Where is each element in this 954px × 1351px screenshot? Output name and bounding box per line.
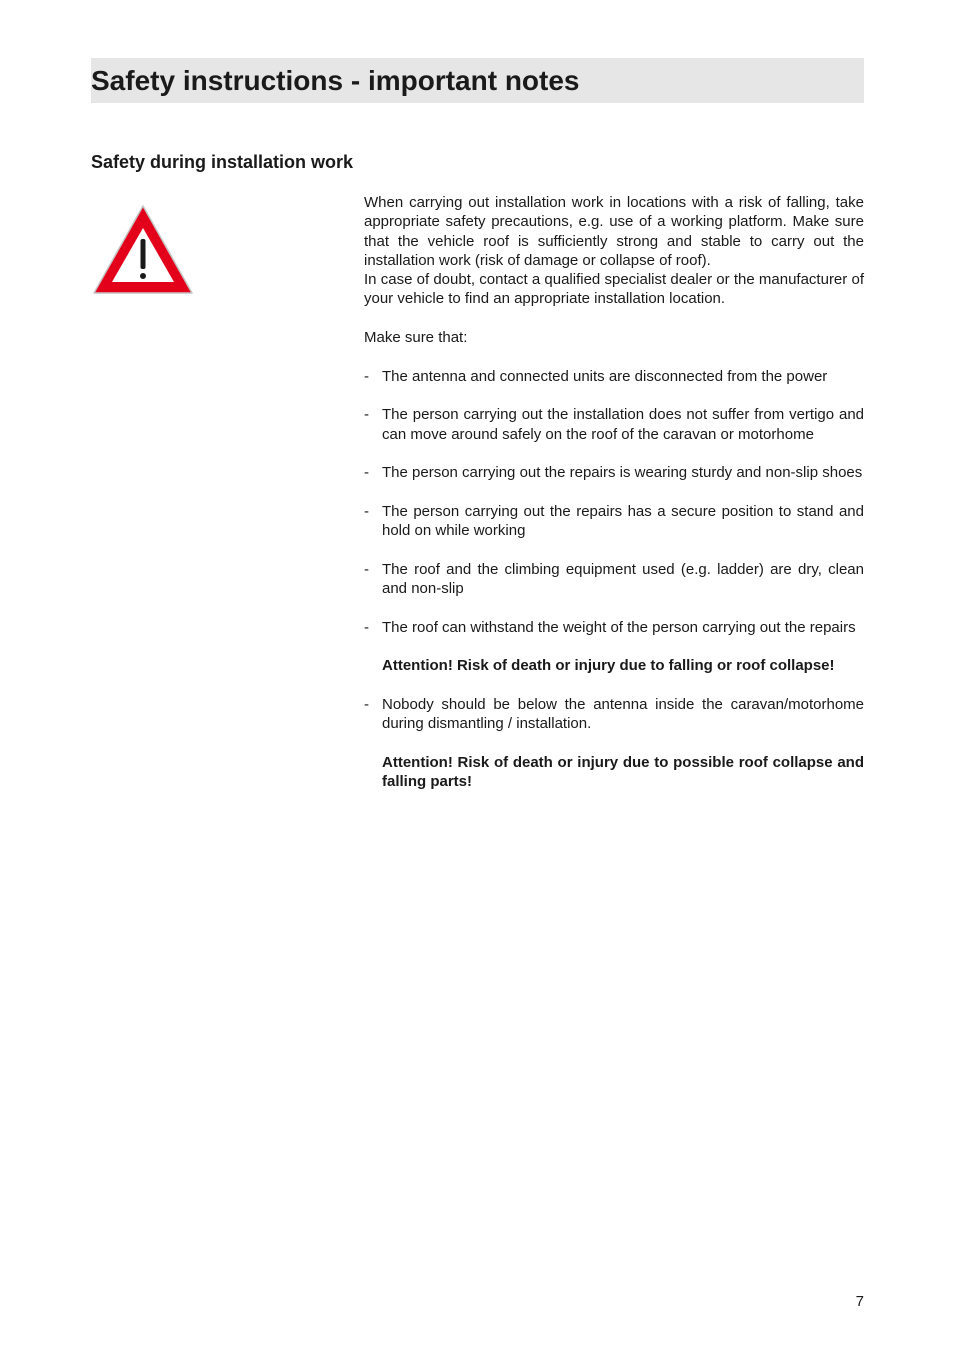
list-item xyxy=(364,405,864,444)
list-dash: - xyxy=(364,367,369,385)
warning-triangle-icon xyxy=(91,203,195,296)
list-item-text: The person carrying out the repairs has a secure position to stand and hold on while working xyxy=(382,502,864,540)
list-item-text: The person carrying out the repairs is wearing sturdy and non-slip shoes xyxy=(382,464,863,482)
title-bar xyxy=(91,58,864,103)
list-item-text: Nobody should be below the antenna inside the caravan/motorhome during dismantling / installation. xyxy=(382,695,864,733)
intro-paragraph-doubt: In case of doubt, contact a qualified specialist dealer or the manufacturer of your vehicle to find an appropriate installation location. xyxy=(364,271,864,308)
section-heading: Safety during installation work xyxy=(91,152,354,172)
list-item xyxy=(364,695,864,734)
list-dash: - xyxy=(364,695,369,713)
page-number: 7 xyxy=(855,1293,864,1310)
list-item xyxy=(364,560,864,599)
intro-paragraph: When carrying out installation work in locations with a risk of falling, take appropriate safety precautions, e.g. use of a working platform. Make sure that the vehicle roof is sufficiently strong and stable to carry out the installation work (risk of damage or collapse of roof). xyxy=(364,194,864,269)
instructions-content xyxy=(364,193,864,791)
list-item xyxy=(364,502,864,541)
list-dash: - xyxy=(364,464,369,482)
list-item-text: The person carrying out the installation does not suffer from vertigo and can move around safely on the roof of the caravan or motorhome xyxy=(382,406,864,443)
list-item xyxy=(364,463,864,482)
list-item xyxy=(364,618,864,637)
list-item xyxy=(364,367,864,386)
list-dash: - xyxy=(364,560,369,578)
list-item-text: The antenna and connected units are disconnected from the power xyxy=(382,367,828,385)
attention-warning-collapse: Attention! Risk of death or injury due to possible roof collapse and falling parts! xyxy=(382,753,864,790)
list-item-text: The roof and the climbing equipment used (e.g. ladder) are dry, clean and non-slip xyxy=(382,560,864,597)
make-sure-label: Make sure that: xyxy=(364,329,468,347)
list-dash: - xyxy=(364,406,369,424)
list-dash: - xyxy=(364,618,369,636)
list-dash: - xyxy=(364,502,369,520)
attention-warning-falling: Attention! Risk of death or injury due to falling or roof collapse! xyxy=(382,657,835,675)
list-item-text: The roof can withstand the weight of the person carrying out the repairs xyxy=(382,618,856,636)
page-title: Safety instructions - important notes xyxy=(91,65,580,96)
